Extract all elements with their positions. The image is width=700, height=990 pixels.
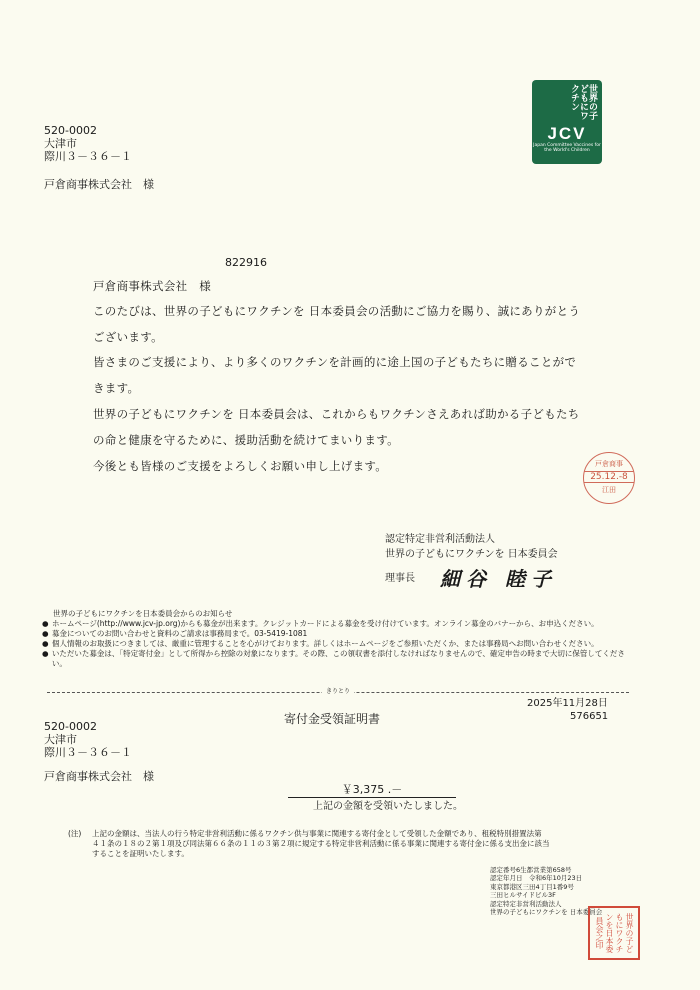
note-line: ４１条の１８の２第１項及び同法第６６条の１１の３第２項に規定する特定非営利活動に係る事業に関連する寄付金に係る支出金に該当 [92, 839, 550, 848]
logo-en-name: Japan Committee Vaccines for the World's Children [533, 143, 601, 153]
notice-item: ● ホームページ(http://www.jcv-jp.org)からも募金が出来ます。クレジットカードによる募金を受け付けています。オンライン募金のバナーから、お申込ください。 [42, 619, 599, 628]
jcv-logo [532, 80, 602, 164]
letter-line-6: の命と健康を守るために、援助活動を続けてまいります。 [93, 433, 399, 447]
stamp-company: 戸倉商事 [595, 460, 623, 468]
letter-line-2: ございます。 [93, 330, 163, 344]
letter-salutation: 戸倉商事株式会社 様 [93, 279, 211, 293]
letter-line-7: 今後とも皆様のご支援をよろしくお願い申し上げます。 [93, 459, 388, 473]
recipient-postal: 520-0002 [44, 124, 97, 137]
note-line: 上記の金額は、当法人の行う特定非営利活動に係るワクチン供与事業に関連する寄付金として受領した金額であり、租税特別措置法第 [92, 829, 542, 838]
letter-line-1: このたびは、世界の子どもにワクチンを 日本委員会の活動にご協力を賜り、誠にありがとう [93, 304, 581, 318]
stamp-date: 25.12.-8 [584, 471, 634, 483]
recipient-name: 戸倉商事株式会社 様 [44, 178, 154, 191]
receipt-recipient-name: 戸倉商事株式会社 様 [44, 770, 154, 783]
date-stamp [583, 452, 635, 504]
receipt-postal: 520-0002 [44, 720, 97, 733]
cert-line: 三田ヒルサイドビル3F [490, 891, 556, 900]
note-text [92, 829, 632, 859]
cut-label: きりとり [322, 686, 354, 695]
receipt-address [44, 720, 132, 759]
letter-line-4: きます。 [93, 381, 140, 395]
cert-line: 東京都港区三田4丁目1番9号 [490, 882, 574, 891]
notice-list [42, 619, 634, 669]
receipt-number: 576651 [570, 711, 609, 722]
recipient-address [44, 124, 132, 163]
recipient-street: 際川３－３６－１ [44, 150, 132, 163]
stamp-person: 江田 [602, 486, 616, 494]
notice-item: ● 個人情報のお取扱につきましては、厳重に管理することを心がけております。詳しくはホームページをご参照いただくか、または事務局へお問い合わせください。 [42, 639, 599, 648]
receipt-city: 大津市 [44, 733, 77, 746]
org-type: 認定特定非営利活動法人 [385, 534, 495, 545]
receipt-title: 寄付金受領証明書 [284, 712, 381, 726]
reference-number: 822916 [225, 256, 267, 269]
recipient-city: 大津市 [44, 137, 77, 150]
notice-item: ● いただいた募金は、「特定寄付金」として所得から控除の対象になります。その際、この領収書を添付しなければなりませんので、確定申告の時まで大切に保管してください。 [42, 649, 625, 668]
official-seal [588, 906, 640, 960]
signer-title: 理事長 [385, 573, 415, 584]
logo-abbr: JCV [547, 124, 587, 143]
letter-line-5: 世界の子どもにワクチンを 日本委員会は、これからもワクチンさえあれば助かる子どもたち [93, 407, 580, 421]
cert-line: 認定年月日 令和6年10月23日 [490, 874, 583, 883]
cert-line: 認定番号6生都営業第658号 [490, 866, 572, 874]
note-label: (注) [68, 829, 82, 838]
letter-line-3: 皆さまのご支援により、より多くのワクチンを計画的に途上国の子どもたちに贈ることがで [93, 355, 577, 369]
receipt-street: 際川３－３６－１ [44, 746, 132, 759]
receipt-date: 2025年11月28日 [527, 698, 608, 709]
note-line: することを証明いたします。 [92, 849, 189, 858]
receipt-amount: ￥3,375 .－ [288, 781, 456, 798]
seal-text: 世界の子どもにワクチンを日本委員会之印 [595, 913, 634, 953]
logo-jp-name: 世界の子どもにワクチン [569, 84, 597, 120]
received-text: 上記の金額を受領いたしました。 [313, 801, 463, 812]
cert-line: 世界の子どもにワクチンを 日本委員会 [490, 908, 603, 917]
org-name: 世界の子どもにワクチンを 日本委員会 [385, 549, 558, 560]
notice-item: ● 募金についてのお問い合わせと資料のご請求は事務局まで。03-5419-1081 [42, 629, 308, 638]
certification-details [490, 866, 602, 916]
signature: 細谷 睦子 [440, 567, 557, 591]
notice-heading: 世界の子どもにワクチンを日本委員会からのお知らせ [53, 609, 233, 618]
cert-line: 認定特定非営利活動法人 [490, 899, 562, 908]
